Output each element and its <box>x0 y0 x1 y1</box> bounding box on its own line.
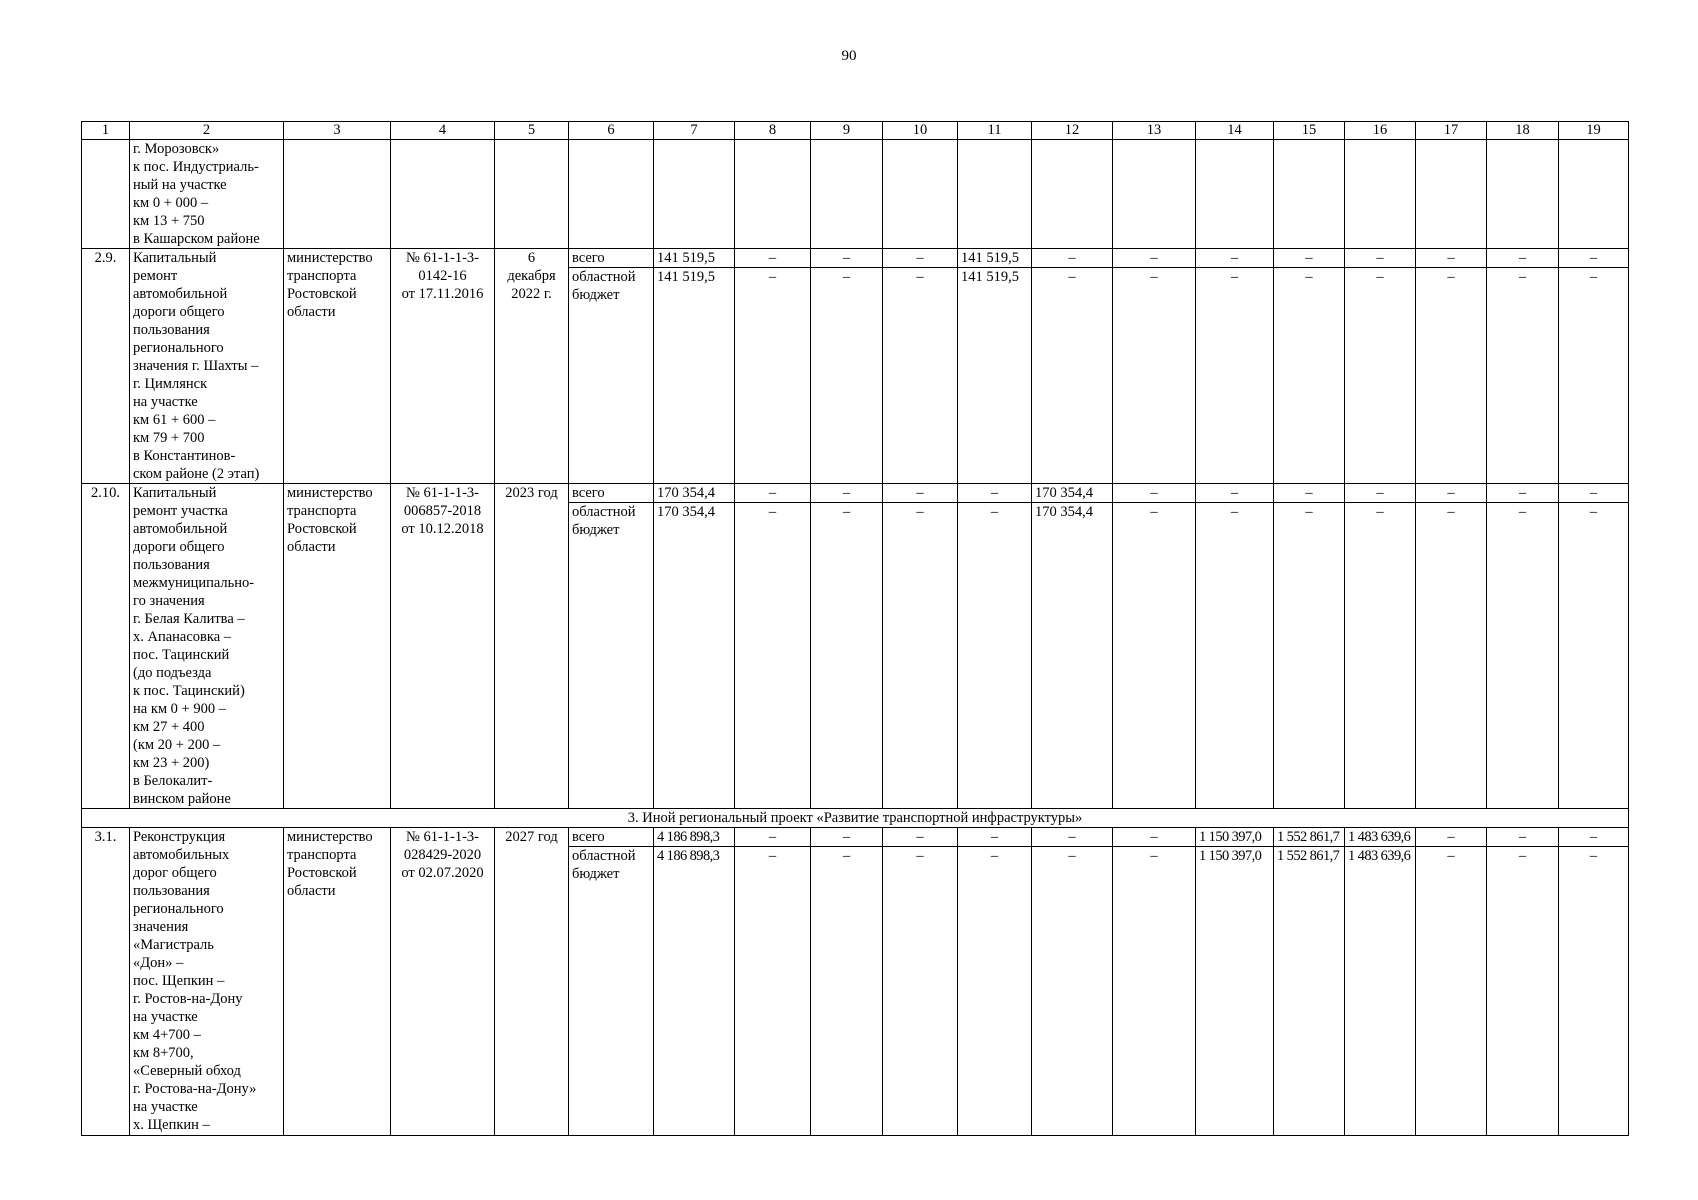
value-cell: – <box>958 503 1032 809</box>
funding-source: областной бюджет <box>569 503 654 809</box>
row-number: 3.1. <box>82 828 130 1136</box>
completion-date: 2023 год <box>495 484 569 809</box>
value-cell: – <box>811 484 883 503</box>
row-number: 2.10. <box>82 484 130 809</box>
value-cell: – <box>811 249 883 268</box>
value-cell: 170 354,4 <box>1032 503 1113 809</box>
value-cell: – <box>883 503 958 809</box>
responsible-org: министерство транспорта Ростовской области <box>284 249 391 484</box>
value-cell: – <box>811 503 883 809</box>
value-cell: – <box>1345 268 1416 484</box>
value-cell: – <box>1345 484 1416 503</box>
value-cell: – <box>1487 503 1559 809</box>
value-cell: – <box>1032 828 1113 847</box>
value-cell: – <box>735 249 811 268</box>
value-cell: – <box>1559 249 1629 268</box>
section-row <box>82 809 1629 828</box>
value-cell: – <box>1416 847 1487 1136</box>
value-cell: – <box>1113 828 1196 847</box>
col-header: 7 <box>654 122 735 140</box>
value-cell: – <box>883 828 958 847</box>
table-row <box>82 140 1629 249</box>
col-header: 11 <box>958 122 1032 140</box>
col-header: 2 <box>130 122 284 140</box>
col-header: 13 <box>1113 122 1196 140</box>
value-cell: – <box>1416 268 1487 484</box>
completion-date: 2027 год <box>495 828 569 1136</box>
col-header: 1 <box>82 122 130 140</box>
value-cell: – <box>958 484 1032 503</box>
responsible-org: министерство транспорта Ростовской области <box>284 484 391 809</box>
value-cell: – <box>735 484 811 503</box>
object-name: Капитальный ремонт автомобильной дороги общего пользования регионального значения г. Шахты – г. Цимлянск на участке км 61 + 600 – км 79 + 700 в Константинов- ском районе (2 этап) <box>130 249 284 484</box>
value-cell: – <box>1559 847 1629 1136</box>
row-number: 2.9. <box>82 249 130 484</box>
col-header: 4 <box>391 122 495 140</box>
value-cell: – <box>1274 249 1345 268</box>
value-cell: 170 354,4 <box>654 484 735 503</box>
value-cell: 141 519,5 <box>958 268 1032 484</box>
value-cell: – <box>883 268 958 484</box>
col-header: 15 <box>1274 122 1345 140</box>
table-row <box>82 249 1629 268</box>
value-cell: 141 519,5 <box>654 249 735 268</box>
col-header: 6 <box>569 122 654 140</box>
value-cell: 141 519,5 <box>654 268 735 484</box>
value-cell: – <box>1032 249 1113 268</box>
value-cell: – <box>1196 484 1274 503</box>
col-header: 17 <box>1416 122 1487 140</box>
value-cell: – <box>1416 484 1487 503</box>
funding-source: всего <box>569 484 654 503</box>
funding-source: областной бюджет <box>569 847 654 1136</box>
value-cell: – <box>1487 828 1559 847</box>
col-header: 9 <box>811 122 883 140</box>
value-cell: – <box>1345 503 1416 809</box>
section-title: 3. Иной региональный проект «Развитие транспортной инфраструктуры» <box>82 809 1629 828</box>
budget-table <box>81 121 1629 1136</box>
col-header: 16 <box>1345 122 1416 140</box>
col-header: 19 <box>1559 122 1629 140</box>
value-cell: – <box>1487 249 1559 268</box>
value-cell: – <box>811 828 883 847</box>
column-number-row <box>82 122 1629 140</box>
value-cell: – <box>883 847 958 1136</box>
value-cell: – <box>1274 268 1345 484</box>
value-cell: – <box>1416 249 1487 268</box>
value-cell: – <box>1196 268 1274 484</box>
value-cell: 1 552 861,7 <box>1274 828 1345 847</box>
value-cell: – <box>1487 847 1559 1136</box>
value-cell: – <box>1032 847 1113 1136</box>
value-cell: 170 354,4 <box>654 503 735 809</box>
value-cell: – <box>1196 249 1274 268</box>
value-cell: 1 150 397,0 <box>1196 828 1274 847</box>
col-header: 10 <box>883 122 958 140</box>
value-cell: – <box>1559 484 1629 503</box>
page-number: 90 <box>841 48 857 64</box>
funding-source: всего <box>569 249 654 268</box>
value-cell: – <box>1032 268 1113 484</box>
value-cell: – <box>735 268 811 484</box>
value-cell: – <box>1559 503 1629 809</box>
value-cell: – <box>1345 249 1416 268</box>
value-cell: – <box>811 268 883 484</box>
value-cell: 1 552 861,7 <box>1274 847 1345 1136</box>
col-header: 3 <box>284 122 391 140</box>
col-header: 18 <box>1487 122 1559 140</box>
object-name: г. Морозовск» к пос. Индустриаль- ный на участке км 0 + 000 – км 13 + 750 в Кашарском районе <box>130 140 284 249</box>
value-cell: – <box>1274 484 1345 503</box>
value-cell: – <box>1416 503 1487 809</box>
value-cell: – <box>1113 249 1196 268</box>
funding-source: областной бюджет <box>569 268 654 484</box>
document-number: № 61-1-1-3- 0142-16 от 17.11.2016 <box>391 249 495 484</box>
col-header: 12 <box>1032 122 1113 140</box>
value-cell: – <box>1113 268 1196 484</box>
value-cell: – <box>883 249 958 268</box>
responsible-org: министерство транспорта Ростовской области <box>284 828 391 1136</box>
value-cell: – <box>1559 268 1629 484</box>
value-cell: – <box>735 847 811 1136</box>
value-cell: 4 186 898,3 <box>654 847 735 1136</box>
value-cell: 1 483 639,6 <box>1345 828 1416 847</box>
value-cell: – <box>1487 484 1559 503</box>
value-cell: 1 483 639,6 <box>1345 847 1416 1136</box>
completion-date: 6 декабря 2022 г. <box>495 249 569 484</box>
object-name: Реконструкция автомобильных дорог общего пользования регионального значения «Магистраль «Дон» – пос. Щепкин – г. Ростов-на-Дону на участке км 4+700 – км 8+700, «Северный обход г. Ростова-на-Дону» на участке х. Щепкин – <box>130 828 284 1136</box>
value-cell: 4 186 898,3 <box>654 828 735 847</box>
value-cell: – <box>883 484 958 503</box>
table-row <box>82 484 1629 503</box>
table-row <box>82 828 1629 847</box>
document-number: № 61-1-1-3- 028429-2020 от 02.07.2020 <box>391 828 495 1136</box>
value-cell: – <box>735 828 811 847</box>
value-cell: – <box>735 503 811 809</box>
value-cell: – <box>1416 828 1487 847</box>
value-cell: – <box>1113 484 1196 503</box>
value-cell: – <box>958 828 1032 847</box>
value-cell: 141 519,5 <box>958 249 1032 268</box>
value-cell: 1 150 397,0 <box>1196 847 1274 1136</box>
value-cell: – <box>958 847 1032 1136</box>
value-cell: – <box>1559 828 1629 847</box>
document-number: № 61-1-1-3- 006857-2018 от 10.12.2018 <box>391 484 495 809</box>
col-header: 5 <box>495 122 569 140</box>
value-cell: – <box>811 847 883 1136</box>
col-header: 8 <box>735 122 811 140</box>
object-name: Капитальный ремонт участка автомобильной дороги общего пользования межмуниципально- го значения г. Белая Калитва – х. Апанасовка – пос. Тацинский (до подъезда к пос. Тацинский) на км 0 + 900 – км 27 + 400 (км 20 + 200 – км 23 + 200) в Белокалит- винском районе <box>130 484 284 809</box>
col-header: 14 <box>1196 122 1274 140</box>
value-cell: – <box>1274 503 1345 809</box>
funding-source: всего <box>569 828 654 847</box>
value-cell: – <box>1113 503 1196 809</box>
value-cell: – <box>1113 847 1196 1136</box>
value-cell: – <box>1196 503 1274 809</box>
value-cell: – <box>1487 268 1559 484</box>
value-cell: 170 354,4 <box>1032 484 1113 503</box>
